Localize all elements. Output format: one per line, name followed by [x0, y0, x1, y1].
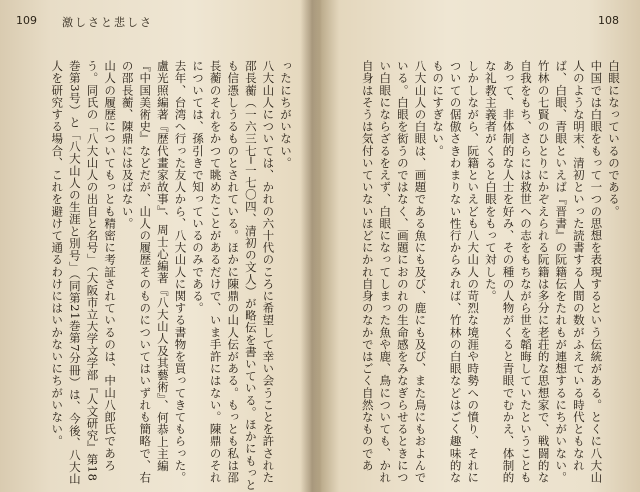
- left-paragraph-2: 八大山人については、かれの六十代のころに希望して幸い会うことを許された邵長蘅（一六三七─一七〇四、清初の文人）が略伝を書いている。ほかにもっとも信憑しうるものとされている。ほかに陳鼎の山人伝がある。もっとも私は邵長蘅のそれをかつて眺めたことがあるだけで、いま手許にはない。陳鼎のそれについては、孫引きで知っているのみである。: [191, 60, 276, 492]
- left-page-text: [9, 60, 294, 492]
- book-gutter: [300, 0, 322, 492]
- left-paragraph-4: 山人の履歴についてもっとも精密に考証されているのは、中山八郎氏であろう。同氏の「八大山人の出自と名号」（大阪市立大学文学部『人文研究』第18巻第3号）と「八大山人の生涯と別号」（同第21巻第7分冊）は、今後、八大山人を研究する場合、これを避けて通るわけにはいかないにちがいない。: [50, 60, 118, 486]
- right-paragraph-4: 八大山人の白眼は、画題である魚にも及び、鹿にも及び、また鳥にもおよんでいる。白眼を衒うのではなく、画題におのれの生命感をみなぎらせるときについ白眼にならざるをえず、白眼になってしまった魚や鹿、鳥についても、かれ自身はそうは気付いていないほどにかれ自身のなかではごく自然なものであ: [360, 60, 428, 484]
- left-paragraph-1: ったにちがいない。: [279, 60, 293, 169]
- left-page-number: 109: [16, 14, 37, 27]
- right-page-text: [336, 60, 622, 492]
- left-paragraph-3: 去年、台湾へ行った友人から、八大山人に関する書物を買ってきてもらった。盧光照編著『歴代畫家故事』、周士心編著『八大山人及其藝術』、何恭上主編『中国美術史』などだが、山人の履歴そのものについてはいずれも簡略で、右の邵長蘅、陳鼎には及ばない。: [120, 60, 188, 484]
- right-paragraph-1: 白眼になっているのである。: [607, 60, 621, 218]
- right-paragraph-2: 中国では白眼をもって一つの思想を表現するという伝統がある。とくに八大山人のような明末、清初といった読書する人間の数がふえている時代ともなれば、白眼、青眼といえば『晋書』の阮籍伝をたれもが連想するにちがいない。竹林の七賢のひとりにかぞえられる阮籍は多分に老荘的な思想家で、戦闘的な自我をもち、さらには救世への志をもちながら世を韜晦していたということもあって、非体制的な人士を好み、その種の人物がくると青眼でむかえ、体制的な礼教主義者がくると白眼をもって対した。: [483, 60, 604, 484]
- running-title: 激しさと悲しさ: [62, 16, 153, 29]
- right-page-number: 108: [598, 14, 619, 27]
- right-paragraph-3: しかしながら、阮籍といえども八大山人の苛烈な境涯や時勢への憤り、それについての倨傲さきわまりない性行からみれば、竹林の白眼などはごく趣味的なものにすぎない。: [431, 60, 481, 484]
